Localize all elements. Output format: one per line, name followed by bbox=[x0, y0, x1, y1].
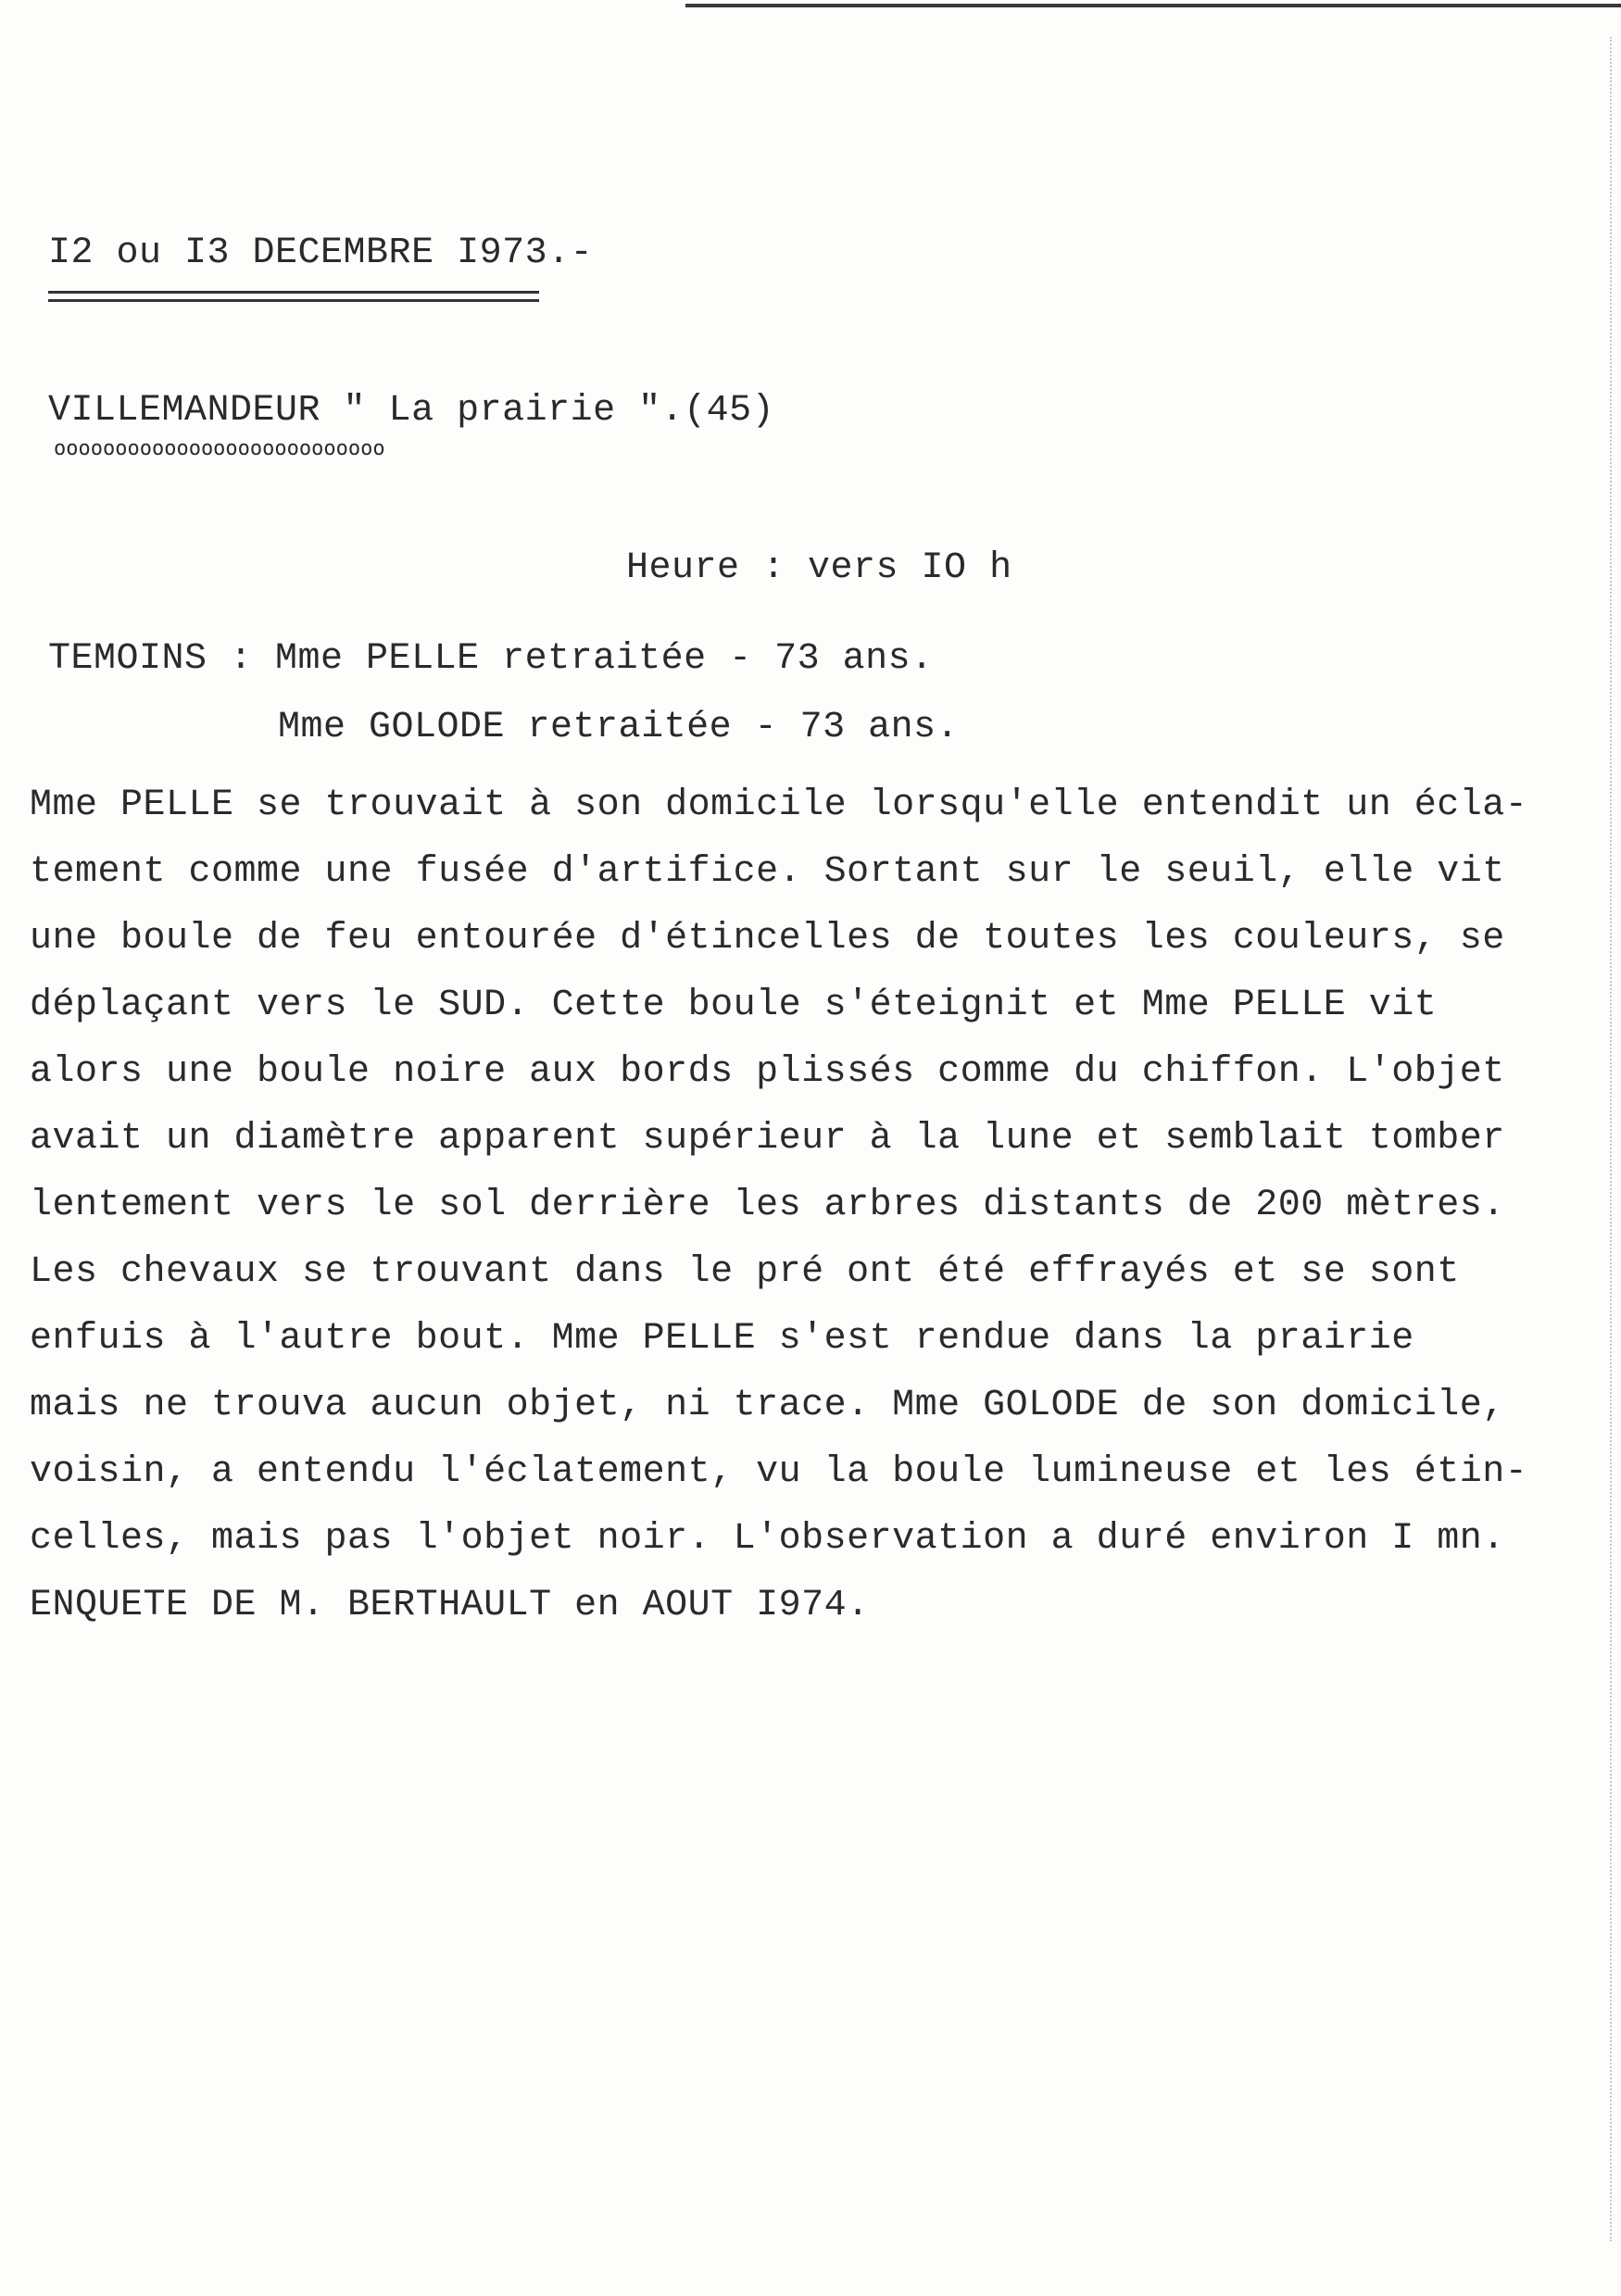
report-date: I2 ou I3 DECEMBRE I973.- bbox=[48, 232, 594, 274]
body-line: une boule de feu entourée d'étincelles de toutes les couleurs, se bbox=[30, 918, 1505, 960]
report-location: VILLEMANDEUR " La prairie ".(45) bbox=[48, 390, 775, 432]
body-line: celles, mais pas l'objet noir. L'observation a duré environ I mn. bbox=[30, 1518, 1505, 1560]
enquiry-line: ENQUETE DE M. BERTHAULT en AOUT I974. bbox=[30, 1585, 870, 1626]
body-line: lentement vers le sol derrière les arbres distants de 200 mètres. bbox=[30, 1185, 1505, 1226]
body-line: enfuis à l'autre bout. Mme PELLE s'est rendue dans la prairie bbox=[30, 1318, 1414, 1360]
location-circle-underline: ooooooooooooooooooooooooooo bbox=[54, 437, 385, 460]
witness-line-1: TEMOINS : Mme PELLE retraitée - 73 ans. bbox=[48, 638, 934, 680]
right-edge-marks bbox=[1608, 37, 1612, 2241]
body-line: avait un diamètre apparent supérieur à la lune et semblait tomber bbox=[30, 1118, 1505, 1160]
body-line: tement comme une fusée d'artifice. Sortant sur le seuil, elle vit bbox=[30, 851, 1505, 893]
top-edge-rule bbox=[685, 4, 1621, 7]
body-line: voisin, a entendu l'éclatement, vu la boule lumineuse et les étin- bbox=[30, 1451, 1528, 1493]
observation-time: Heure : vers IO h bbox=[626, 547, 1012, 589]
body-line: Les chevaux se trouvant dans le pré ont été effrayés et se sont bbox=[30, 1251, 1460, 1293]
date-double-underline bbox=[48, 291, 539, 302]
body-line: Mme PELLE se trouvait à son domicile lorsqu'elle entendit un écla- bbox=[30, 784, 1528, 826]
body-line: déplaçant vers le SUD. Cette boule s'éteignit et Mme PELLE vit bbox=[30, 985, 1438, 1026]
witness-line-2: Mme GOLODE retraitée - 73 ans. bbox=[278, 707, 960, 748]
body-line: alors une boule noire aux bords plissés comme du chiffon. L'objet bbox=[30, 1051, 1505, 1093]
body-line: mais ne trouva aucun objet, ni trace. Mme GOLODE de son domicile, bbox=[30, 1385, 1505, 1426]
